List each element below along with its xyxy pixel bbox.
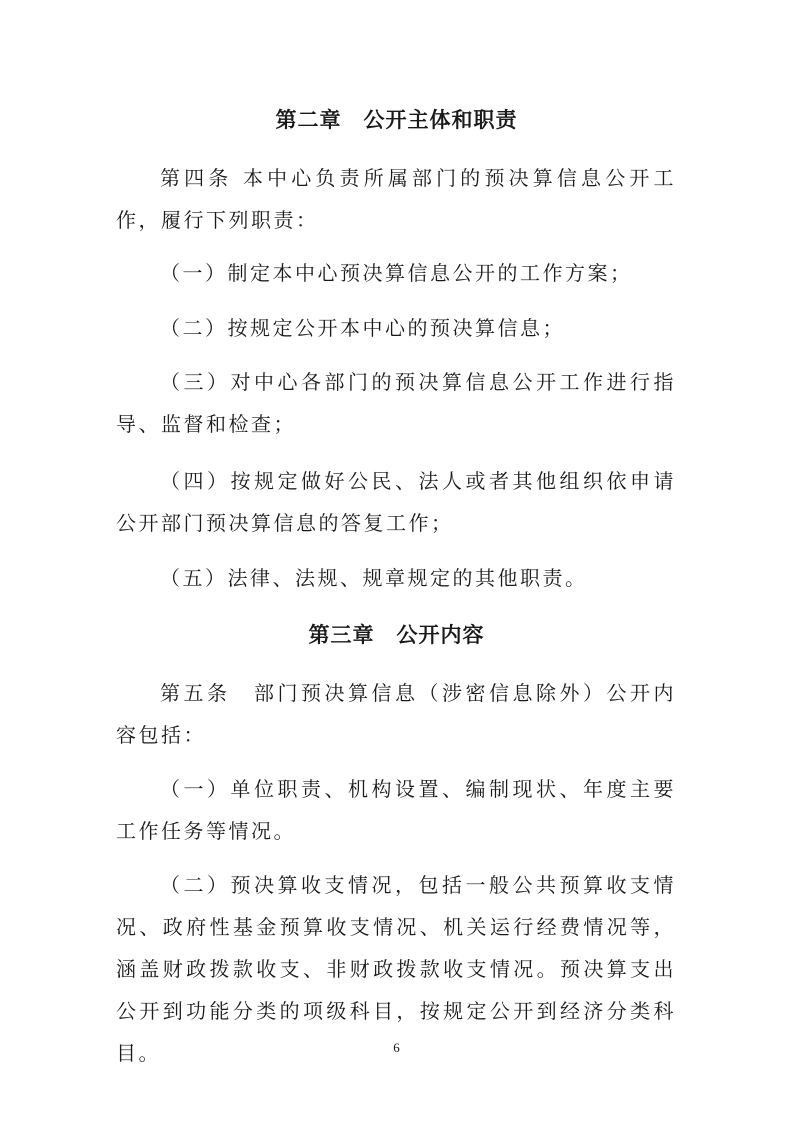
chapter-2-heading: 第二章 公开主体和职责 (275, 108, 518, 132)
duty-item-2: （二）按规定公开本中心的预决算信息； (160, 316, 565, 340)
chapter-3-heading: 第三章 公开内容 (308, 623, 485, 647)
content-item-2: （二）预决算收支情况，包括一般公共预算收支情况、政府性基金预算收支情况、机关运行经费情况等，涵盖财政拨款收支、非财政拨款收支情况。预决算支出公开到功能分类的项级科目，按规定公开到经济分类科目。 (116, 873, 676, 1065)
duty-item-1: （一）制定本中心预决算信息公开的工作方案； (160, 261, 633, 285)
duty-item-4: （四）按规定做好公民、法人或者其他组织依申请公开部门预决算信息的答复工作； (116, 469, 676, 535)
duty-item-5: （五）法律、法规、规章规定的其他职责。 (160, 566, 588, 590)
page-number: 6 (393, 1040, 400, 1055)
article-5-paragraph: 第五条 部门预决算信息（涉密信息除外）公开内容包括： (116, 681, 676, 747)
duty-item-3: （三）对中心各部门的预决算信息公开工作进行指导、监督和检查； (116, 370, 676, 436)
content-item-1: （一）单位职责、机构设置、编制现状、年度主要工作任务等情况。 (116, 777, 676, 843)
article-4-paragraph: 第四条 本中心负责所属部门的预决算信息公开工作，履行下列职责： (116, 166, 676, 232)
